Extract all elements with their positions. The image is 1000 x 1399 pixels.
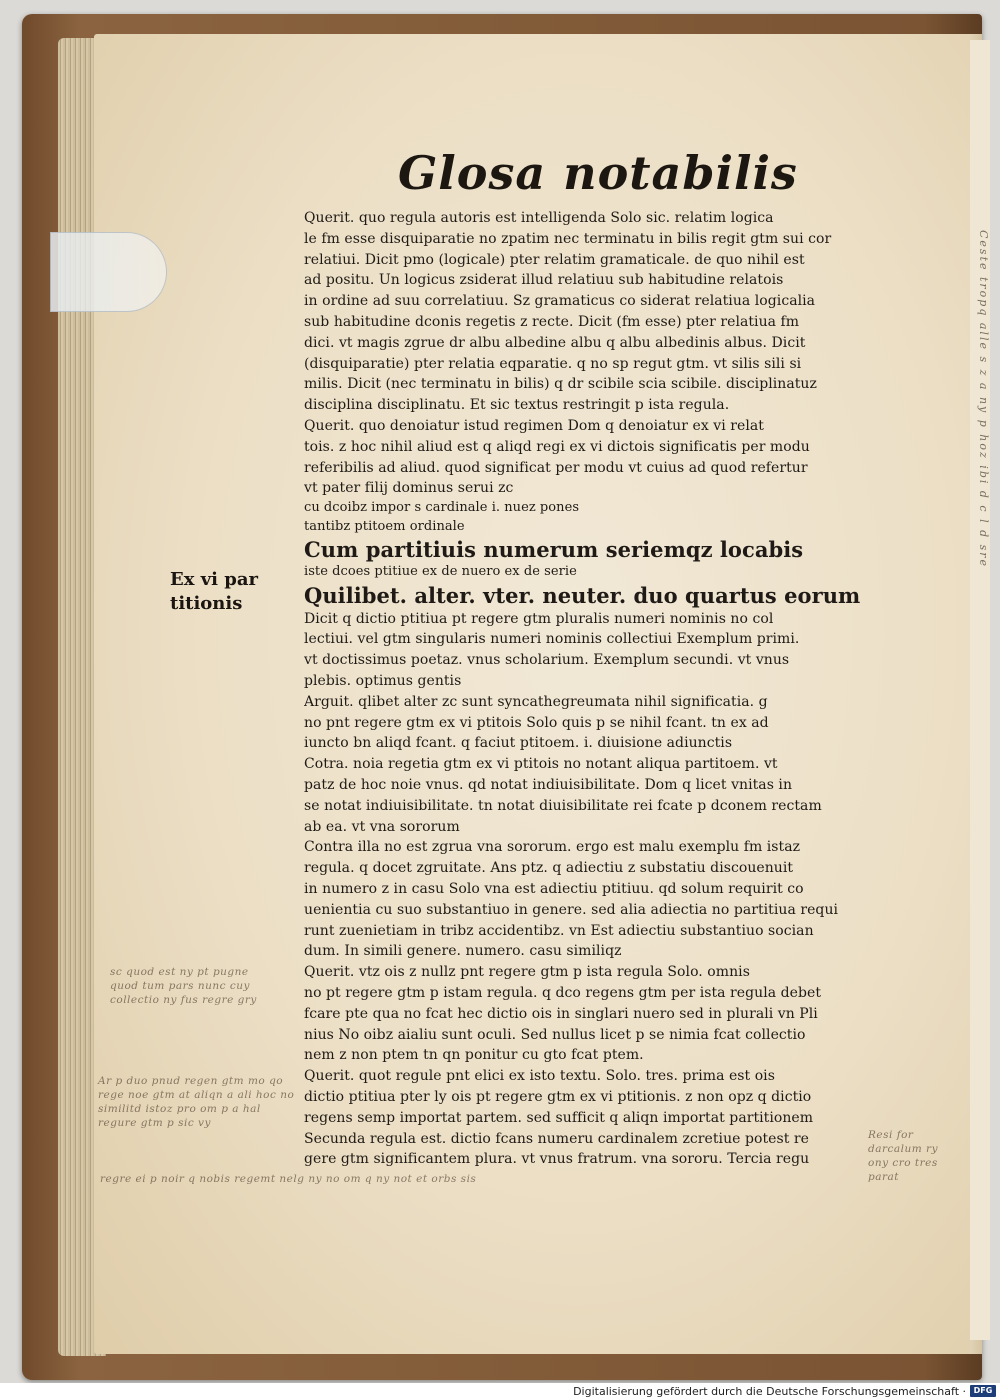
text-line: nem z non ptem tn qn ponitur cu gto fcat ptem. [304,1047,644,1064]
handwritten-note [110,965,270,1007]
handwritten-note [98,1074,298,1130]
text-line: tantibz ptitoem ordinale [304,518,465,534]
text-line: no pt regere gtm p istam regula. q dco regens gtm per ista regula debet [304,985,822,1001]
text-line: Querit. quot regule pnt elici ex isto textu. Solo. tres. prima est ois [304,1068,775,1085]
text-line: cu dcoibz impor s cardinale i. nuez pones [304,500,580,516]
text-line: se notat indiuisibilitate. tn notat diuisibilitate rei fcate p dconem rectam [304,797,822,814]
text-line: uenientia cu suo substantiuo in genere. sed alia adiectia no partitiua requi [304,901,839,918]
text-line: iuncto bn aliqd fcant. q faciut ptitoem. i. diuisione adiunctis [304,735,733,752]
text-line: in ordine ad suu correlatiuu. Sz gramaticus co siderat relatiua logicalia [304,293,816,310]
text-line: vt pater filij dominus serui zc [304,480,514,497]
text-line: referibilis ad aliud. quod significat per modu vt cuius ad quod refertur [304,459,808,476]
text-line: Dicit q dictio ptitiua pt regere gtm pluralis numeri nominis no col [304,610,774,627]
text-line: Querit. quo regula autoris est intelligenda Solo sic. relatim logica [304,210,774,226]
text-line: dici. vt magis zgrue dr albu albedine albu q albu albedinis albus. Dicit [304,334,806,351]
handwritten-note-text: Ar p duo pnud regen gtm mo qo rege noe gtm at aliqn a ali hoc no similitd istoz pro om p a hal regure gtm p sic vy [98,1075,295,1129]
text-line: Secunda regula est. dictio fcans numeru cardinalem zcretiue potest re [304,1130,809,1147]
margin-gloss-line: Ex vi par [170,569,259,590]
text-line: milis. Dicit (nec terminatu in bilis) q dr scibile scia scibile. disciplinatuz [304,376,817,393]
text-line: iste dcoes ptitiue ex de nuero ex de serie [304,564,577,580]
text-line: Cum partitiuis numerum seriemqz locabis [304,537,804,563]
text-line: ab ea. vt vna sororum [304,818,460,835]
text-line: fcare pte qua no fcat hec dictio ois in singlari nuero sed in plurali vn Pli [304,1005,818,1022]
text-line: regula. q docet zgruitate. Ans ptz. q adiectiu z substatiu discouenuit [304,860,794,877]
text-line: dum. In simili genere. numero. casu similiqz [304,943,622,960]
text-line: le fm esse disquiparatie no zpatim nec terminatu in bilis regit gtm sui cor [304,230,832,247]
text-line: dictio ptitiua pter ly ois pt regere gtm ex vi ptitionis. z non opz q dictio [304,1088,812,1105]
text-line: (disquiparatie) pter relatia eqparatie. q no sp regut gtm. vt silis sili si [304,355,802,372]
text-line: Contra illa no est zgrua vna sororum. ergo est malu exemplu fm istaz [304,839,801,856]
text-line: Querit. vtz ois z nullz pnt regere gtm p ista regula Solo. omnis [304,964,750,981]
text-line: runt zuenietiam in tribz accidentibz. vn Est adiectiu substantiuo socian [304,922,814,939]
text-line: plebis. optimus gentis [304,673,462,690]
text-line: vt doctissimus poetaz. vnus scholarium. Exemplum secundi. vt vnus [304,652,790,669]
text-line: regens semp importat partem. sed sufficit q aliqn importat partitionem [304,1109,814,1126]
margin-gloss [170,568,258,616]
body-text [304,208,864,1170]
text-line: no pnt regere gtm ex vi ptitois Solo quis p se nihil fcant. tn ex ad [304,714,769,731]
text-line: lectiui. vel gtm singularis numeri nominis collectiui Exemplum primi. [304,631,800,648]
margin-gloss-line: titionis [170,593,243,614]
text-line: in numero z in casu Solo vna est adiectiu ptitiuu. qd solum requirit co [304,881,804,898]
handwritten-note-text: regre ei p noir q nobis regemt nelg ny no om q ny not et orbs sis [100,1173,477,1185]
text-line: disciplina disciplinatu. Et sic textus restringit p ista regula. [304,397,730,414]
text-line: Querit. quo denoiatur istud regimen Dom q denoiatur ex vi relat [304,417,764,434]
text-line: patz de hoc noie vnus. qd notat indiuisibilitate. Dom q licet vnitas in [304,777,793,794]
text-line: sub habitudine dconis regetis z recte. Dicit (fm esse) pter relatiua fm [304,313,800,330]
text-line: ad positu. Un logicus zsiderat illud relatiuu sub habitudine relatois [304,272,784,289]
page-title: Glosa notabilis [398,146,798,200]
handwritten-note [868,1128,948,1184]
text-line: Quilibet. alter. vter. neuter. duo quartus eorum [304,582,861,608]
text-line: Cotra. noia regetia gtm ex vi ptitois no notant aliqua partitoem. vt [304,756,778,773]
dfg-logo: DFG [970,1385,996,1397]
text-line: gere gtm significantem plura. vt vnus fratrum. vna sororu. Tercia regu [304,1151,810,1168]
text-line: nius No oibz aialiu sunt oculi. Sed nullus licet p se nimia fcat collectio [304,1026,806,1043]
handwritten-note-text: Resi for darcalum ry ony cro tres parat [868,1129,939,1183]
handwritten-note [100,1172,850,1186]
facing-page-annotation: Ceste tropq alle s z a ny p hoz ibi d c l d sre [977,230,990,569]
footer-credit: Digitalisierung gefördert durch die Deutsche Forschungsgemeinschaft · [573,1385,966,1398]
text-line: Arguit. qlibet alter zc sunt syncathegreumata nihil significatia. g [304,693,768,710]
text-line: relatiui. Dicit pmo (logicale) pter relatim gramaticale. de quo nihil est [304,251,805,268]
bookmark-tab [50,232,167,312]
handwritten-note-text: sc quod est ny pt pugne quod tum pars nunc cuy collectio ny fus regre gry [110,966,257,1006]
text-line: tois. z hoc nihil aliud est q aliqd regi ex vi dictois significatis per modu [304,438,810,455]
footer-bar [0,1383,1000,1399]
